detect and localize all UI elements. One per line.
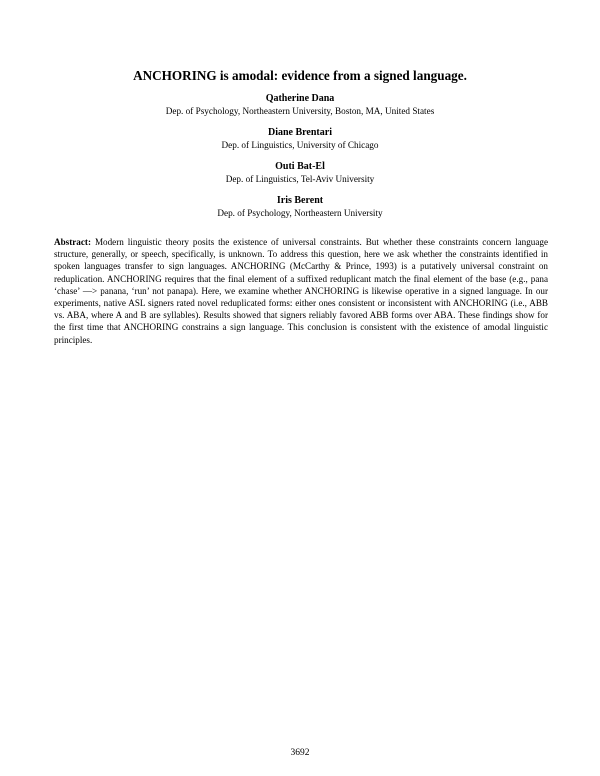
page-number: 3692 xyxy=(290,748,310,758)
abstract xyxy=(54,236,548,346)
author-affiliation: Dep. of Linguistics, Tel-Aviv University xyxy=(225,174,375,184)
abstract-text: Modern linguistic theory posits the existence of universal constraints. But whether these constraints concern language structure, generally, or speech, specifically, is unknown. To address this question, here we ask whether the constraints identified in spoken languages transfer to sign languages. ANCHORING (McCarthy & Prince, 1993) is a putatively universal constraint on reduplication. ANCHORING requires that the final element of a suffixed reduplicant match the final element of the base (e.g., pana ‘chase’ —> panana, ‘run’ not panapa). Here, we examine whether ANCHORING is likewise operative in a signed language. In our experiments, native ASL signers rated novel reduplicated forms: either ones consistent or inconsistent with ANCHORING (i.e., ABB vs. ABA, where A and B are syllables). Results showed that signers reliably favored ABB forms over ABA. These findings show for the first time that ANCHORING constrains a sign language. This conclusion is consistent with the existence of amodal linguistic principles. xyxy=(54,237,549,345)
abstract-label: Abstract: xyxy=(54,237,91,247)
author-affiliation: Dep. of Linguistics, University of Chicago xyxy=(221,140,379,150)
author-block xyxy=(0,160,600,186)
author-affiliation: Dep. of Psychology, Northeastern University xyxy=(217,208,383,218)
author-name: Qatherine Dana xyxy=(265,93,335,104)
author-block xyxy=(0,92,600,118)
author-name: Diane Brentari xyxy=(268,127,332,138)
author-name: Iris Berent xyxy=(276,195,324,206)
author-affiliation: Dep. of Psychology, Northeastern University, Boston, MA, United States xyxy=(165,106,435,116)
author-block xyxy=(0,194,600,220)
author-block xyxy=(0,126,600,152)
paper-title: ANCHORING is amodal: evidence from a signed language. xyxy=(133,68,467,83)
author-name: Outi Bat-El xyxy=(275,161,325,172)
